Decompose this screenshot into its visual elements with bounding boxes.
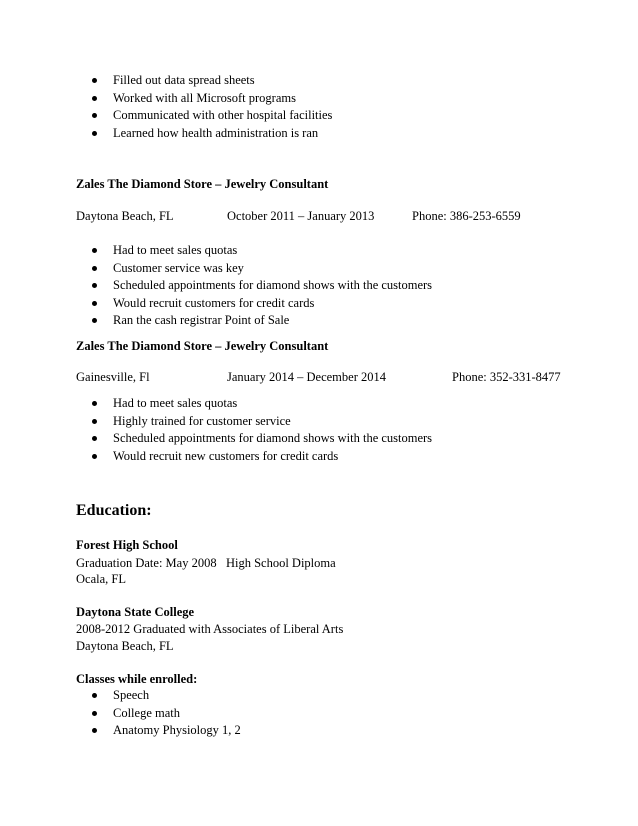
- school2-location: Daytona Beach, FL: [76, 639, 174, 653]
- job1-location: Daytona Beach, FL: [76, 209, 174, 223]
- list-item: Had to meet sales quotas: [90, 395, 432, 413]
- job2-title: Zales The Diamond Store – Jewelry Consultant: [76, 339, 329, 353]
- job2-dates: January 2014 – December 2014: [227, 370, 386, 384]
- list-item: Highly trained for customer service: [90, 413, 432, 431]
- list-item: Ran the cash registrar Point of Sale: [90, 312, 432, 330]
- list-item: Would recruit customers for credit cards: [90, 295, 432, 313]
- list-item: College math: [90, 705, 241, 723]
- job2-duties-list: [90, 395, 432, 465]
- list-item: Scheduled appointments for diamond shows with the customers: [90, 277, 432, 295]
- job1-phone: Phone: 386-253-6559: [412, 209, 521, 223]
- job1-title: Zales The Diamond Store – Jewelry Consultant: [76, 177, 329, 191]
- job2-location: Gainesville, Fl: [76, 370, 150, 384]
- school1-name: Forest High School: [76, 538, 178, 552]
- school1-location: Ocala, FL: [76, 572, 126, 586]
- school2-name: Daytona State College: [76, 605, 195, 619]
- job1-dates: October 2011 – January 2013: [227, 209, 375, 223]
- list-item: Customer service was key: [90, 260, 432, 278]
- classes-heading: Classes while enrolled:: [76, 672, 198, 686]
- list-item: Learned how health administration is ran: [90, 125, 332, 143]
- job0-duties-list: [90, 72, 332, 142]
- list-item: Had to meet sales quotas: [90, 242, 432, 260]
- job1-duties-list: [90, 242, 432, 330]
- list-item: Worked with all Microsoft programs: [90, 90, 332, 108]
- list-item: Speech: [90, 687, 241, 705]
- job2-phone: Phone: 352-331-8477: [452, 370, 561, 384]
- school2-details: 2008-2012 Graduated with Associates of Liberal Arts: [76, 622, 344, 636]
- list-item: Communicated with other hospital facilities: [90, 107, 332, 125]
- list-item: Would recruit new customers for credit cards: [90, 448, 432, 466]
- list-item: Anatomy Physiology 1, 2: [90, 722, 241, 740]
- list-item: Scheduled appointments for diamond shows with the customers: [90, 430, 432, 448]
- list-item: Filled out data spread sheets: [90, 72, 332, 90]
- school1-details: Graduation Date: May 2008 High School Diploma: [76, 556, 336, 570]
- classes-list: [90, 687, 241, 740]
- education-heading: Education:: [76, 502, 152, 519]
